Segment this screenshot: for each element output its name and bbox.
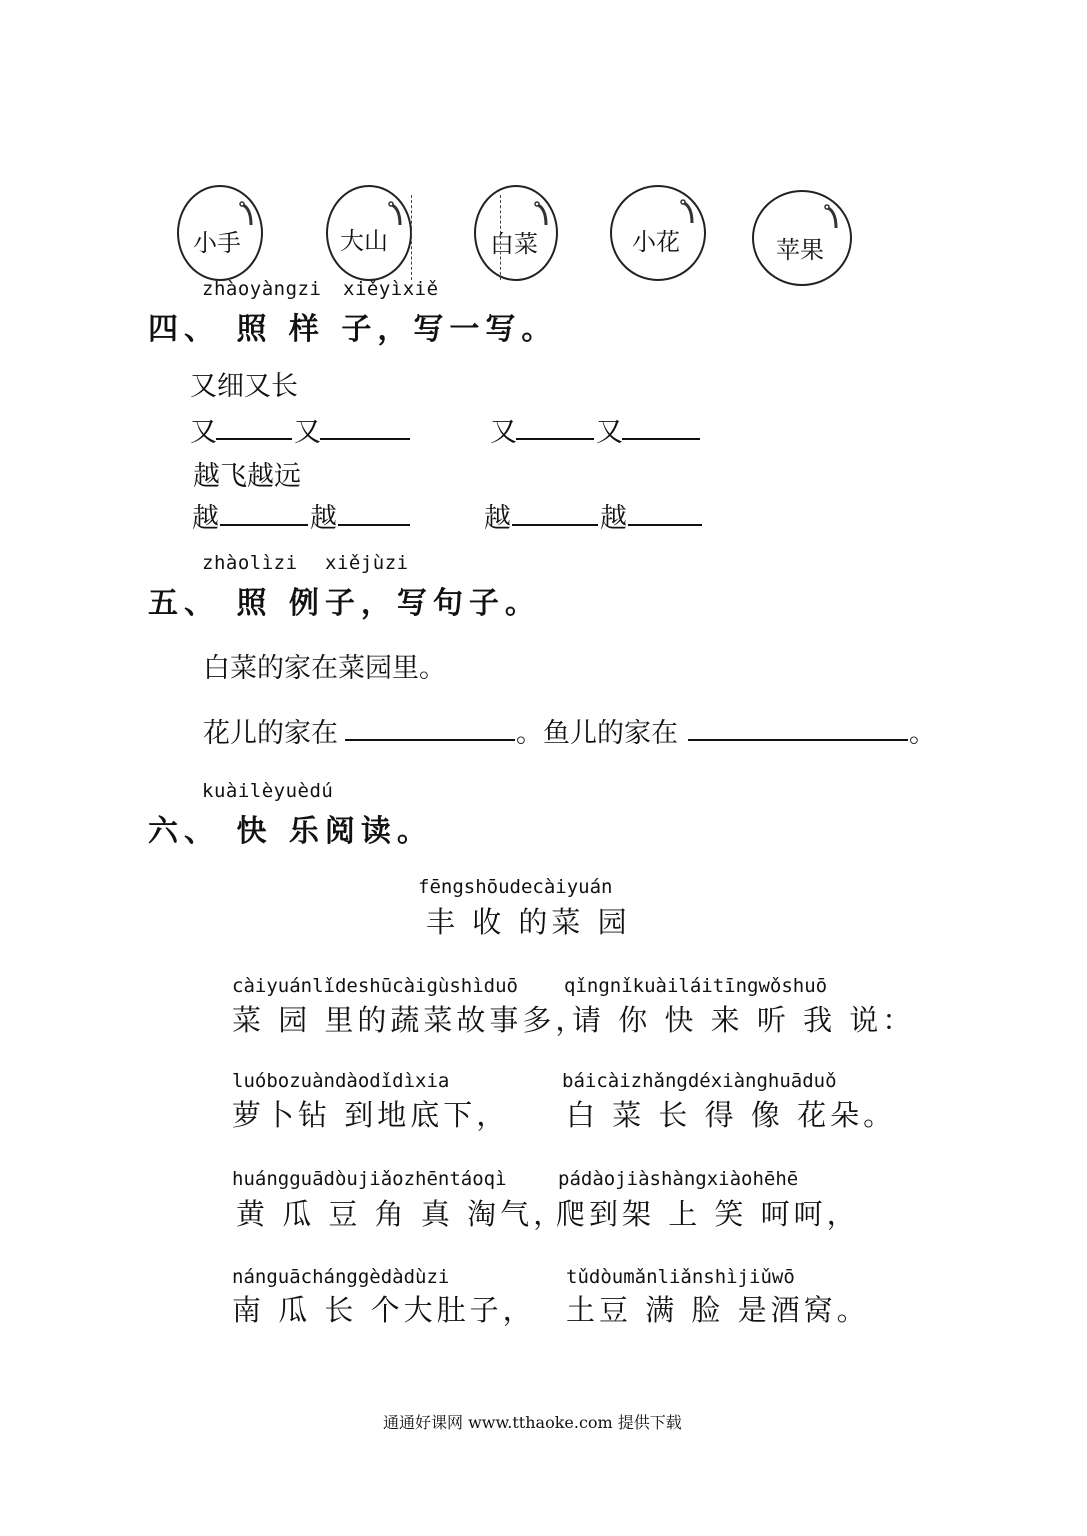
bubble-4 — [610, 185, 706, 281]
blank-line[interactable] — [345, 739, 515, 741]
poem-line: 白 菜 长 得 像 花朵。 — [566, 1098, 897, 1132]
poem-line-pinyin: tǔdòumǎnliǎnshìjiǔwō — [566, 1266, 795, 1288]
sentence-prompt-1: 花儿的家在 — [203, 718, 338, 749]
pattern-char: 越 — [192, 503, 219, 534]
poem-line: 爬到架 上 笑 呵呵， — [556, 1197, 860, 1231]
section5-title: 五、 照 例子，写句子。 — [148, 586, 541, 621]
divider — [411, 195, 412, 280]
poem-line-pinyin: nánguāchánggèdàdùzi — [232, 1266, 450, 1288]
bubble-5 — [752, 190, 852, 286]
poem-line-pinyin: pádàojiàshàngxiàohēhē — [558, 1168, 799, 1190]
section4-title: 四、 照 样 子，写一写。 — [148, 312, 558, 347]
bubble-shine-icon — [824, 204, 840, 232]
poem-line-pinyin: báicàizhǎngdéxiànghuāduǒ — [562, 1070, 837, 1092]
bubble-shine-icon — [680, 199, 696, 227]
pattern-char: 又 — [596, 417, 623, 448]
poem-line-pinyin: luóbozuàndàodǐdìxia — [232, 1070, 450, 1092]
bubble-shine-icon — [534, 201, 550, 229]
blank-line[interactable] — [512, 524, 598, 526]
poem-line-pinyin: qǐngnǐkuàiláitīngwǒshuō — [564, 975, 828, 997]
blank-line[interactable] — [216, 438, 292, 440]
bubble-word: 小花 — [632, 228, 680, 256]
poem-line: 黄 瓜 豆 角 真 淘气， — [236, 1197, 567, 1231]
section5-pinyin-2: xiějùzi — [325, 552, 409, 574]
pattern-char: 越 — [600, 503, 627, 534]
blank-line[interactable] — [220, 524, 308, 526]
section6-pinyin: kuàilèyuèdú — [202, 780, 334, 802]
poem-line: 南 瓜 长 个大肚子， — [232, 1293, 536, 1327]
bubble-word: 小手 — [193, 229, 241, 257]
poem-title-pinyin: fēngshōudecàiyuán — [418, 876, 613, 898]
pattern-char: 越 — [310, 503, 337, 534]
blank-line[interactable] — [320, 438, 410, 440]
pattern-char: 又 — [490, 417, 517, 448]
poem-line-pinyin: huángguādòujiǎozhēntáoqì — [232, 1168, 507, 1190]
footer-credit: 通通好课网 www.tthaoke.com 提供下载 — [383, 1413, 682, 1432]
section6-title: 六、 快 乐阅读。 — [148, 814, 433, 849]
bubble-word: 白菜 — [490, 230, 538, 258]
section4-pinyin-1: zhàoyàngzi — [202, 278, 322, 300]
example-2: 越飞越远 — [193, 461, 301, 492]
bubble-shine-icon — [239, 201, 255, 229]
section4-pinyin-2: xiěyìxiě — [343, 278, 439, 300]
blank-line[interactable] — [688, 739, 908, 741]
sentence-prompt-2: 。鱼儿的家在 — [516, 718, 678, 749]
pattern-char: 越 — [484, 503, 511, 534]
poem-line: 土豆 满 脸 是酒窝。 — [566, 1293, 870, 1327]
bubble-word: 大山 — [340, 227, 388, 255]
poem-line: 菜 园 里的蔬菜故事多， — [232, 1003, 589, 1037]
bubble-shine-icon — [388, 201, 404, 229]
pattern-char: 又 — [190, 417, 217, 448]
section5-pinyin-1: zhàolìzi — [202, 552, 298, 574]
bubble-2 — [326, 185, 412, 281]
sentence-end: 。 — [909, 718, 936, 749]
blank-line[interactable] — [622, 438, 700, 440]
poem-line: 萝卜钻 到地底下， — [232, 1098, 510, 1132]
example-1: 又细又长 — [190, 371, 298, 402]
bubble-3 — [474, 185, 558, 281]
blank-line[interactable] — [516, 438, 594, 440]
bubble-word: 苹果 — [776, 236, 824, 264]
poem-line: 请 你 快 来 听 我 说： — [572, 1003, 916, 1037]
poem-line-pinyin: càiyuánlǐdeshūcàigùshìduō — [232, 975, 518, 997]
blank-line[interactable] — [338, 524, 410, 526]
bubble-1 — [177, 185, 263, 281]
sentence-example: 白菜的家在菜园里。 — [203, 653, 446, 684]
pattern-char: 又 — [294, 417, 321, 448]
blank-line[interactable] — [628, 524, 702, 526]
poem-title: 丰 收 的菜 园 — [426, 905, 631, 939]
divider — [500, 195, 501, 280]
